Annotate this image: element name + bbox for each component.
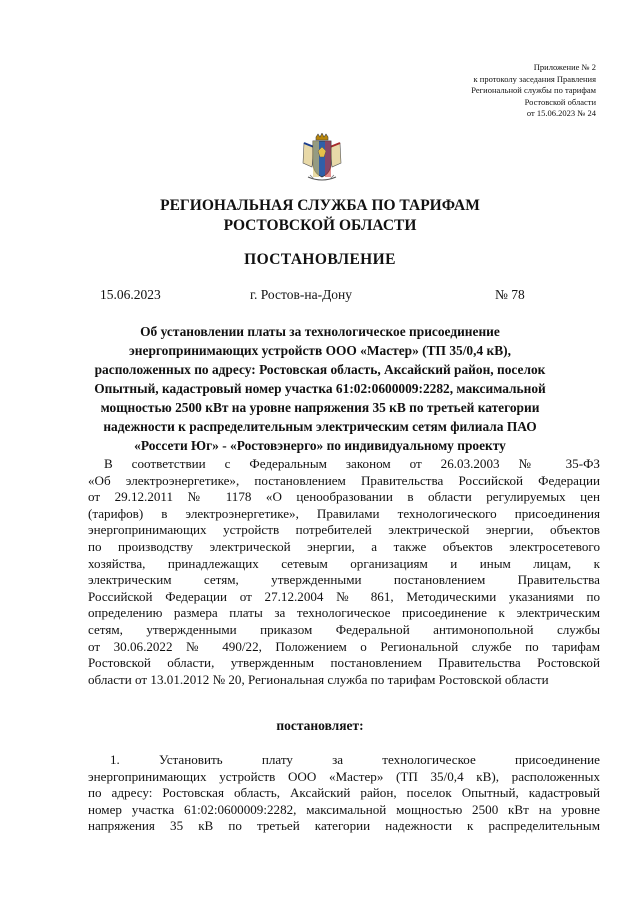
preamble-paragraph — [88, 456, 600, 688]
preamble-line: от 30.06.2022 № 490/22, Положением о Региональной службе по тарифам — [88, 638, 600, 654]
preamble-line: области от 13.01.2012 № 20, Региональная служба по тарифам Ростовской области — [88, 671, 549, 687]
preamble-line: (тарифов) в электроэнергетике», Правилами технологического присоединения — [88, 505, 600, 521]
subject-line: Опытный, кадастровый номер участка 61:02:0600009:2282, максимальной — [94, 381, 546, 396]
preamble-line: хозяйства, принадлежащих сетевым организациям и иным лицам, к — [88, 555, 600, 571]
preamble-line: определению размера платы за технологическое присоединение к электрическим — [88, 605, 600, 621]
appendix-line: Приложение № 2 — [533, 62, 596, 72]
item-1-line: по адресу: Ростовская область, Аксайский район, поселок Опытный, кадастровый — [88, 785, 600, 801]
decree-word: постановляет: — [276, 718, 364, 733]
subject-line: мощностью 2500 кВт на уровне напряжения 35 кВ по третьей категории — [100, 400, 540, 415]
subject-line: Об установлении платы за технологическое присоединение — [140, 324, 500, 339]
item-1-paragraph — [88, 752, 600, 835]
preamble-line: энергопринимающих устройств потребителей электрической энергии, объектов — [88, 522, 600, 538]
subject-line: надежности к распределительным электрическим сетям филиала ПАО — [103, 419, 537, 434]
appendix-line: к протоколу заседания Правления — [473, 73, 596, 84]
document-type: ПОСТАНОВЛЕНИЕ — [244, 251, 396, 268]
appendix-line: Ростовской области — [524, 96, 596, 107]
preamble-line: по производству электрической энергии, а также объектов электросетевого — [88, 538, 600, 554]
coat-of-arms-icon — [300, 133, 344, 183]
preamble-line: Российской Федерации от 27.12.2004 № 861, Методическими указаниями по — [88, 588, 600, 604]
preamble-line: сетям, утвержденными приказом Федеральной антимонопольной службы — [88, 621, 600, 637]
preamble-line: от 29.12.2011 № 1178 «О ценообразовании в области регулируемых цен — [88, 489, 600, 505]
document-subject — [60, 322, 580, 455]
item-1-line: напряжения 35 кВ по третьей категории надежности к распределительным — [88, 818, 600, 834]
preamble-line: электрическим сетям, утвержденными постановлением Правительства — [88, 572, 600, 588]
organization-region: РОСТОВСКОЙ ОБЛАСТИ — [223, 217, 417, 234]
preamble-line: Ростовской области, утвержденным постановлением Правительства Ростовской — [88, 655, 600, 671]
organization-name: РЕГИОНАЛЬНАЯ СЛУЖБА ПО ТАРИФАМ — [160, 197, 480, 214]
document-city: г. Ростов-на-Дону — [250, 287, 353, 302]
subject-line: «Россети Юг» - «Ростовэнерго» по индивидуальному проекту — [134, 438, 506, 453]
item-1-line: энергопринимающих устройств ООО «Мастер» (ТП 35/0,4 кВ), расположенных — [88, 768, 600, 784]
appendix-note — [396, 62, 596, 120]
preamble-line: «Об электроэнергетике», постановлением Правительства Российской Федерации — [88, 472, 600, 488]
item-1-line: 1. Установить плату за технологическое присоединение — [110, 752, 600, 767]
subject-line: энергопринимающих устройств ООО «Мастер» (ТП 35/0,4 кВ), — [129, 343, 511, 358]
appendix-line: Региональной службы по тарифам — [471, 85, 596, 96]
document-date: 15.06.2023 — [100, 287, 161, 302]
appendix-line: от 15.06.2023 № 24 — [526, 108, 596, 119]
preamble-line: В соответствии с Федеральным законом от 26.03.2003 № 35-ФЗ — [104, 456, 600, 471]
document-number: № 78 — [495, 287, 525, 302]
item-1-line: номер участка 61:02:0600009:2282, максимальной мощностью 2500 кВт на уровне — [88, 801, 600, 817]
subject-line: расположенных по адресу: Ростовская область, Аксайский район, поселок — [94, 362, 546, 377]
